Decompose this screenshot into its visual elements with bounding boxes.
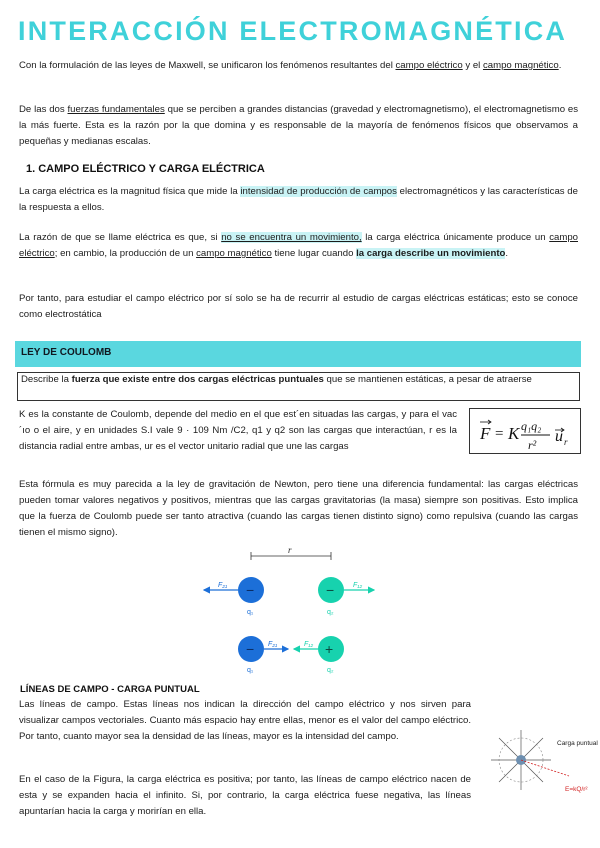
coulomb-formula <box>469 408 581 454</box>
text-span: tiene lugar cuando <box>271 248 357 259</box>
campo-electrico-link[interactable]: campo eléctrico <box>395 60 463 71</box>
bold-text: fuerza que existe entre dos cargas eléctricas puntuales <box>71 374 324 385</box>
campo-magnetico-link[interactable]: campo magnético <box>482 60 559 71</box>
distance-label: r <box>288 545 292 555</box>
radius-vector <box>521 760 569 776</box>
force-label-f21-attract: F₂₁ <box>268 641 278 648</box>
text-span: . <box>505 248 509 259</box>
charge-label-q2-attract: q₂ <box>327 667 334 674</box>
coulomb-definition-box <box>17 372 580 401</box>
text-span: y el <box>462 60 483 71</box>
gravity-comparison-paragraph: Esta fórmula es muy parecida a la ley de gravitación de Newton, pero tiene una diferencia fundamental: las cargas eléctricas pueden tomar valores negativos y positivos, mientras que las cargas gravitatorias (la masa) siempre son positivas. Esto implica que la fuerza de Coulomb puede ser tanto atractiva (cuando las cargas tienen distinto signo) como repulsiva (cuando las cargas tienen el mismo signo). <box>19 479 578 538</box>
intro-paragraph-1 <box>19 58 578 74</box>
field-lines-paragraph-2: En el caso de la Figura, la carga eléctrica es positiva; por tanto, las líneas de campo eléctrico nacen de esta y se expanden hacia el infinito. Si, por contrario, la carga eléctrica fuese negativa, las líneas apuntarían hacia la carga y morirían en ella. <box>19 774 471 817</box>
text-span: que se mantienen estáticas, a pesar de atraerse <box>323 374 532 385</box>
text-span: la carga eléctrica únicamente produce un <box>361 232 550 243</box>
highlighted-text: la carga describe un movimiento <box>356 248 506 259</box>
point-charge-field-diagram <box>487 726 598 816</box>
formula-sub-r: r <box>564 437 568 447</box>
force-label-f21: F₂₁ <box>218 582 228 589</box>
text-span: que se perciben a grandes distancias (gravedad y electromagnetismo), el electromagnetismo es la más fuerte. Esta es la razón por la que domina y es responsable de la mayoría de fenómenos físicos que observamos a pequeñas y medianas escalas. <box>19 104 579 147</box>
formula-denominator: r² <box>528 438 537 452</box>
carga-paragraph-2 <box>19 230 578 262</box>
text-span: La razón de que se llame eléctrica es que, si <box>19 232 222 243</box>
carga-paragraph-3: Por tanto, para estudiar el campo eléctrico por sí solo se ha de recurrir al estudio de cargas eléctricas estáticas; esto se conoce como electrostática <box>19 293 578 320</box>
section-heading-campo-electrico: 1. CAMPO ELÉCTRICO Y CARGA ELÉCTRICA <box>26 163 265 175</box>
formula-numerator: q₁q₂ <box>521 419 542 433</box>
minus-sign: − <box>326 582 335 598</box>
text-span: La carga eléctrica es la magnitud física que mide la <box>19 186 241 197</box>
fuerzas-fundamentales-link[interactable]: fuerzas fundamentales <box>67 104 165 115</box>
plus-sign: + <box>325 641 334 657</box>
section-bar-coulomb <box>15 341 581 367</box>
intro-paragraph-2 <box>19 102 578 150</box>
figure-label-carga-puntual: Carga puntual <box>557 740 598 747</box>
charge-label-q1-attract: q₁ <box>247 667 254 674</box>
campo-electrico-link[interactable]: campo eléctrico <box>19 232 578 259</box>
text-span: Describe la <box>21 374 72 385</box>
page-title: INTERACCIÓN ELECTROMAGNÉTICA <box>18 16 568 46</box>
minus-sign: − <box>246 582 255 598</box>
text-span: De las dos <box>19 104 68 115</box>
highlighted-text: no se encuentra un movimiento, <box>221 232 362 243</box>
charge-label-q2: q₂ <box>327 609 334 616</box>
coulomb-force-diagram <box>196 543 396 673</box>
text-span: ; en cambio, la producción de un <box>54 248 197 259</box>
minus-sign: − <box>246 641 255 657</box>
text-span: Con la formulación de las leyes de Maxwell, se unificaron los fenómenos resultantes del <box>19 60 396 71</box>
formula-k: K <box>508 424 520 443</box>
highlighted-text: intensidad de producción de campos <box>240 186 397 197</box>
formula-svg <box>470 409 582 455</box>
coulomb-definition <box>21 372 576 388</box>
campo-magnetico-link[interactable]: campo magnético <box>196 248 272 259</box>
section-heading-lineas-de-campo: LÍNEAS DE CAMPO - CARGA PUNTUAL <box>20 684 200 695</box>
text-span: electromagnéticos y las características de la respuesta a ellos. <box>19 186 578 213</box>
carga-paragraph-1 <box>19 184 578 216</box>
formula-u: u <box>555 428 563 445</box>
formula-f: F <box>480 424 491 443</box>
force-label-f12: F₁₂ <box>353 582 363 589</box>
figure-formula-e: E=kQ/r² <box>565 786 588 793</box>
field-lines-paragraph-1: Las líneas de campo. Estas líneas nos indican la dirección del campo eléctrico y nos sirven para visualizar campos vectoriales. Cuanto más espacio hay entre ellas, menor es el valor del campo eléctrico. Por tanto, cuanto mayor sea la densidad de las líneas, mayor es la intensidad del campo. <box>19 699 471 742</box>
section-heading-coulomb: LEY DE COULOMB <box>21 347 112 358</box>
text-span: . <box>558 60 562 71</box>
charge-label-q1: q₁ <box>247 609 254 616</box>
formula-equals: = <box>495 426 504 442</box>
force-label-f12-attract: F₁₂ <box>304 641 314 648</box>
coulomb-constant-paragraph: K es la constante de Coulomb, depende del medio en el que est´en situadas las cargas, y para el vac´ıo o el aire, y en unidades S.I vale 9 · 109 Nm /C2, q1 y q2 son las cargas que interactúan, r es la distancia radial entre ambas, ur es el vector unitario radial que une las cargas <box>19 409 457 452</box>
